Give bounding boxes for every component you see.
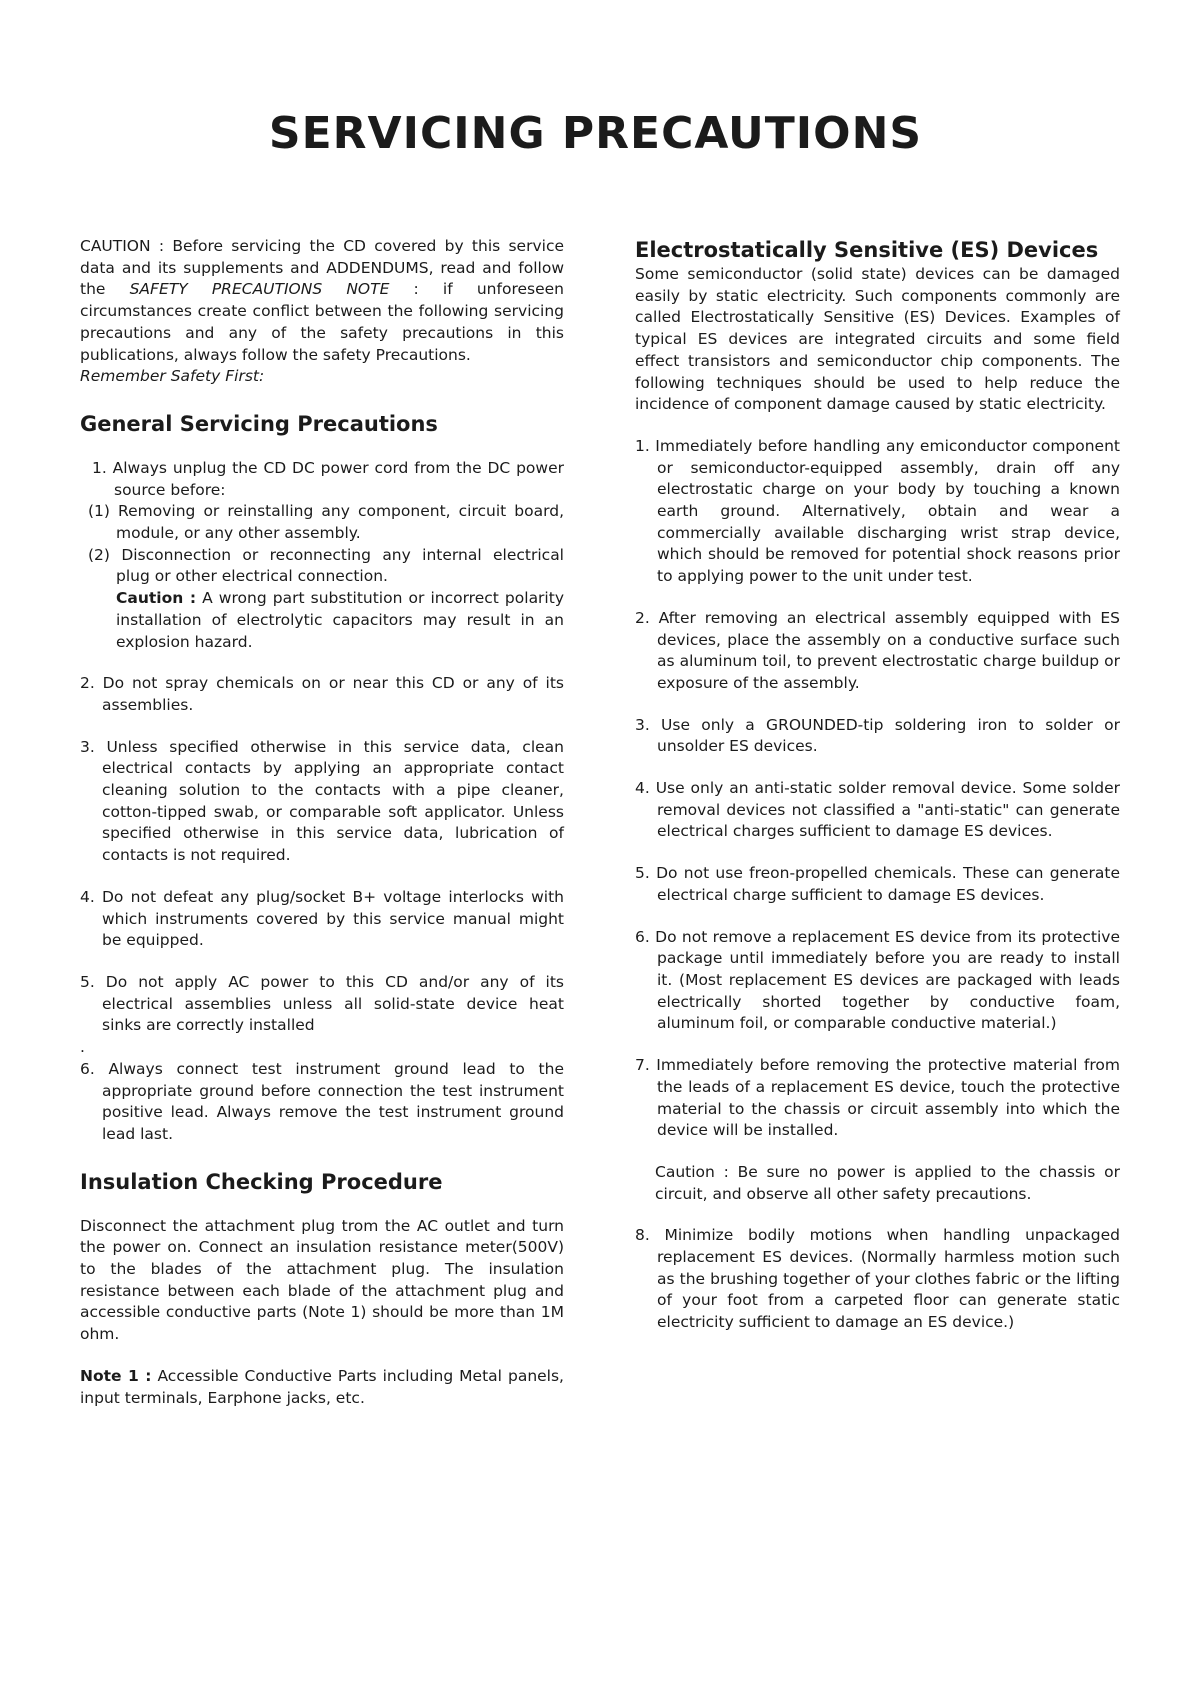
es-caution: Caution : Be sure no power is applied to the chassis or circuit, and observe all other safety precautions. — [655, 1162, 1120, 1203]
es-item-8: 8. Minimize bodily motions when handling unpackaged replacement ES devices. (Normally harmless motion such as the brushing together of your clothes fabric or the lifting of your foot from a carpeted floor can generate static electricity sufficient to damage an ES device.) — [635, 1226, 1120, 1332]
es-item-4: 4. Use only an anti-static solder removal device. Some solder removal devices not classified a "anti-static" can generate electrical charges sufficient to damage ES devices. — [635, 779, 1120, 841]
left-column — [80, 236, 564, 1409]
es-item-3: 3. Use only a GROUNDED-tip soldering iron to solder or unsolder ES devices. — [635, 715, 1120, 756]
note-label: Note 1 : — [80, 1366, 152, 1385]
general-servicing-heading: General Servicing Precautions — [80, 411, 438, 436]
general-item-3: 3. Unless specified otherwise in this service data, clean electrical contacts by applying an appropriate contact cleaning solution to the contacts with a pipe cleaner, cotton-tipped swab, or comparable soft applicator. Unless specified otherwise in this service data, lubrication of contacts is not required. — [80, 737, 564, 865]
general-item-6: 6. Always connect test instrument ground lead to the appropriate ground before connection the test instrument positive lead. Always remove the test instrument ground lead last. — [80, 1059, 564, 1143]
general-item-1: 1. Always unplug the CD DC power cord from the DC power source before: — [92, 458, 564, 499]
es-devices-heading: Electrostatically Sensitive (ES) Devices — [635, 238, 1099, 262]
note-text: Accessible Conductive Parts including Metal panels, input terminals, Earphone jacks, etc. — [80, 1366, 564, 1407]
caution-label: Caution : — [116, 589, 197, 608]
insulation-heading: Insulation Checking Procedure — [80, 1169, 443, 1194]
safety-precautions-note: SAFETY PRECAUTIONS NOTE — [129, 280, 390, 299]
general-item-1-sub-2: (2) Disconnection or reconnecting any internal electrical plug or other electrical connection. — [88, 545, 564, 586]
es-item-2: 2. After removing an electrical assembly equipped with ES devices, place the assembly on a conductive surface such as aluminum toil, to prevent electrostatic charge buildup or exposure of the assembly. — [635, 608, 1120, 692]
es-item-6: 6. Do not remove a replacement ES device from its protective package until immediately before you are ready to install it. (Most replacement ES devices are packaged with leads electrically shorted together by conductive foam, aluminum foil, or comparable conductive material.) — [635, 927, 1120, 1033]
remember-safety: Remember Safety First: — [80, 367, 265, 386]
es-item-1: 1. Immediately before handling any emiconductor component or semiconductor-equipped assembly, drain off any electrostatic charge on your body by touching a known earth ground. Alternatively, obtain and wear a commercially available discharging wrist strap device, which should be removed for potential shock reasons prior to applying power to the unit under test. — [635, 436, 1120, 586]
es-item-7: 7. Immediately before removing the protective material from the leads of a replacement ES device, touch the protective material to the chassis or circuit assembly into which the device will be installed. — [635, 1056, 1120, 1140]
caution-intro-text: CAUTION : Before servicing the CD covered by this service data and its supplements and ADDENDUMS, read and follow the — [80, 237, 564, 299]
right-column — [635, 236, 1120, 1334]
note-1 — [80, 1366, 564, 1409]
insulation-text: Disconnect the attachment plug trom the AC outlet and turn the power on. Connect an insulation resistance meter(500V) to the blades of the attachment plug. The insulation resistance between each blade of the attachment plug and accessible conductive parts (Note 1) should be more than 1M ohm. — [80, 1216, 564, 1344]
page-title: SERVICING PRECAUTIONS — [268, 108, 923, 159]
caution-intro-suffix: : if unforeseen circumstances create conflict between the following servicing precautions and any of the safety precautions in this publications, always follow the safety Precautions. — [80, 280, 564, 364]
es-intro: Some semiconductor (solid state) devices can be damaged easily by static electricity. Such components commonly are called Electrostatically Sensitive (ES) Devices. Examples of typical ES devices are integrated circuits and some field effect transistors and semiconductor chip components. The following techniques should be used to help reduce the incidence of component damage caused by static electricity. — [635, 265, 1120, 414]
es-item-5: 5. Do not use freon-propelled chemicals. These can generate electrical charge sufficient to damage ES devices. — [635, 864, 1120, 904]
caution-intro — [80, 236, 564, 366]
general-item-1-sub-1: (1) Removing or reinstalling any component, circuit board, module, or any other assembly. — [88, 502, 564, 543]
general-item-5: 5. Do not apply AC power to this CD and/or any of its electrical assemblies unless all solid-state device heat sinks are correctly installed — [80, 972, 564, 1035]
general-item-4: 4. Do not defeat any plug/socket B+ voltage interlocks with which instruments covered by this service manual might be equipped. — [80, 887, 564, 950]
stray-dot: . — [80, 1038, 85, 1057]
general-item-2: 2. Do not spray chemicals on or near this CD or any of its assemblies. — [80, 674, 564, 714]
caution-text: A wrong part substitution or incorrect polarity installation of electrolytic capacitors may result in an explosion hazard. — [116, 589, 564, 651]
general-caution — [80, 588, 564, 653]
